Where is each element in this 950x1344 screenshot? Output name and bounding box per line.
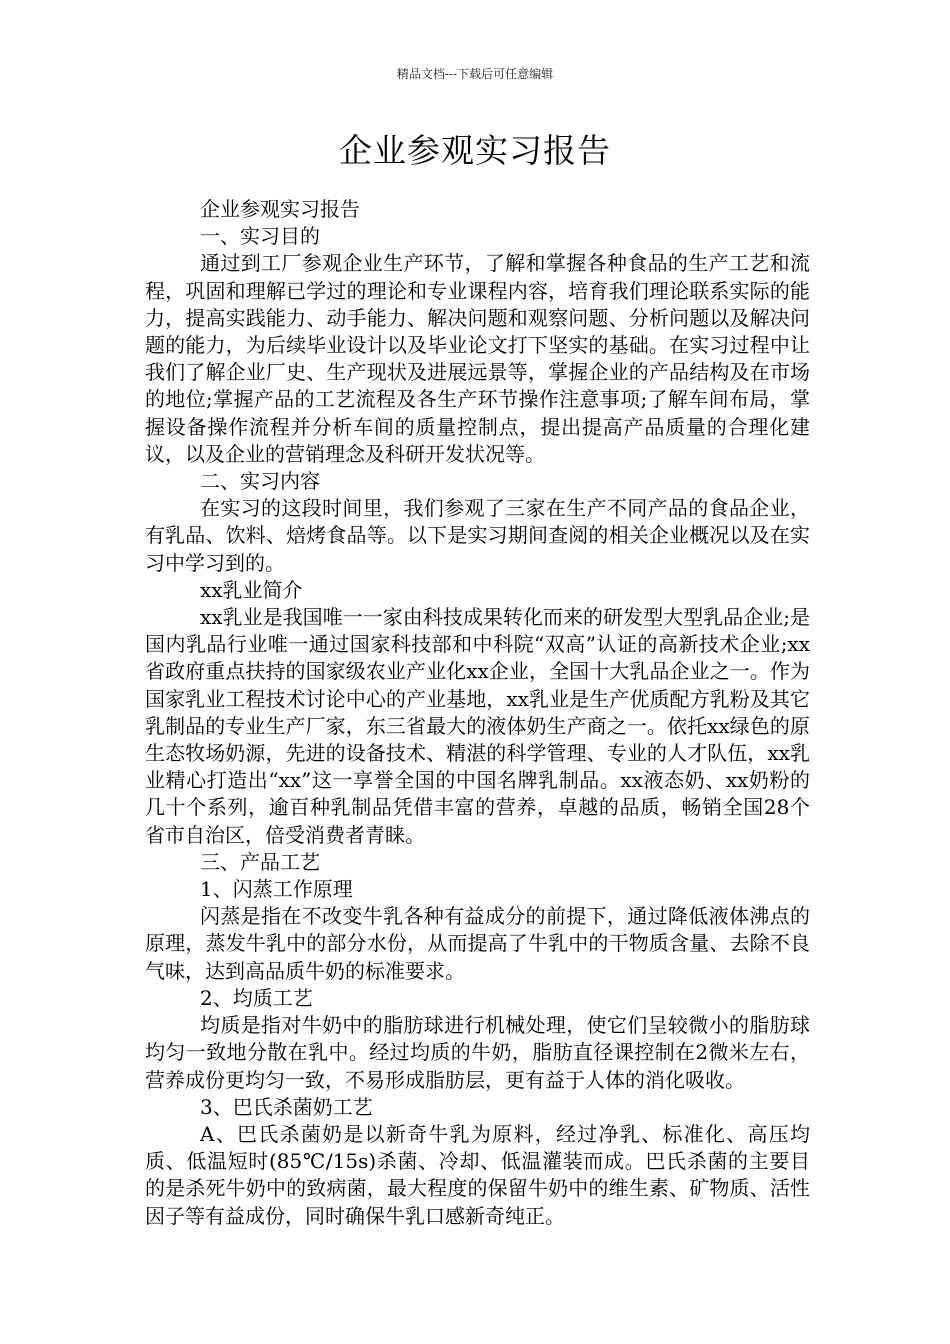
body-paragraph-company-intro: xx乳业是我国唯一一家由科技成果转化而来的研发型大型乳品企业;是国内乳品行业唯一通过国家科技部和中科院“双高”认证的高新技术企业;xx省政府重点扶持的国家级农业产业化xx企业，全国十大乳品企业之一。作为国家乳业工程技术讨论中心的产业基地，xx乳业是生产优质配方乳粉及其它乳制品的专业生产厂家，东三省最大的液体奶生产商之一。依托xx绿色的原生态牧场奶源，先进的设备技术、精湛的科学管理、专业的人才队伍，xx乳业精心打造出“xx”这一享誉全国的中国名牌乳制品。xx液态奶、xx奶粉的几十个系列，逾百种乳制品凭借丰富的营养，卓越的品质，畅销全国28个省市自治区，倍受消费者青睐。 — [145, 605, 810, 847]
subheading-flash-evaporation: 1、闪蒸工作原理 — [200, 877, 353, 902]
section-heading-content: 二、实习内容 — [200, 469, 320, 494]
page-header-note: 精品文档---下载后可任意编辑 — [396, 67, 554, 81]
document-title: 企业参观实习报告 — [339, 131, 611, 170]
body-paragraph-pasteurization: A、巴氏杀菌奶是以新奇牛乳为原料，经过净乳、标准化、高压均质、低温短时(85℃/15s)杀菌、冷却、低温灌装而成。巴氏杀菌的主要目的是杀死牛奶中的致病菌，最大程度的保留牛奶中的维生素、矿物质、活性因子等有益成份，同时确保牛乳口感新奇纯正。 — [145, 1121, 810, 1228]
body-paragraph-content: 在实习的这段时间里，我们参观了三家在生产不同产品的食品企业，有乳品、饮料、焙烤食品等。以下是实习期间查阅的相关企业概况以及在实习中学习到的。 — [145, 496, 810, 575]
subheading-pasteurization: 3、巴氏杀菌奶工艺 — [200, 1094, 373, 1119]
subheading-homogenization: 2、均质工艺 — [200, 985, 313, 1010]
subtitle-paragraph: 企业参观实习报告 — [200, 197, 360, 221]
subheading-company-intro: xx乳业简介 — [200, 577, 303, 602]
body-paragraph-flash-evaporation: 闪蒸是指在不改变牛乳各种有益成分的前提下，通过降低液体沸点的原理，蒸发牛乳中的部分水份，从而提高了牛乳中的干物质含量、去除不良气味，达到高品质牛奶的标准要求。 — [145, 904, 810, 983]
body-paragraph-homogenization: 均质是指对牛奶中的脂肪球进行机械处理，使它们呈较微小的脂肪球均匀一致地分散在乳中。经过均质的牛奶，脂肪直径课控制在2微米左右，营养成份更均匀一致，不易形成脂肪层，更有益于人体的消化吸收。 — [145, 1013, 810, 1092]
document-body — [145, 196, 810, 1230]
body-paragraph-purpose: 通过到工厂参观企业生产环节，了解和掌握各种食品的生产工艺和流程，巩固和理解已学过的理论和专业课程内容，培育我们理论联系实际的能力，提高实践能力、动手能力、解决问题和观察问题、分析问题以及解决问题的能力，为后续毕业设计以及毕业论文打下坚实的基础。在实习过程中让我们了解企业厂史、生产现状及进展远景等，掌握企业的产品结构及在市场的地位;掌握产品的工艺流程及各生产环节操作注意事项;了解车间布局，掌握设备操作流程并分析车间的质量控制点，提出提高产品质量的合理化建议，以及企业的营销理念及科研开发状况等。 — [145, 251, 810, 466]
section-heading-process: 三、产品工艺 — [200, 849, 320, 874]
section-heading-purpose: 一、实习目的 — [200, 224, 320, 249]
